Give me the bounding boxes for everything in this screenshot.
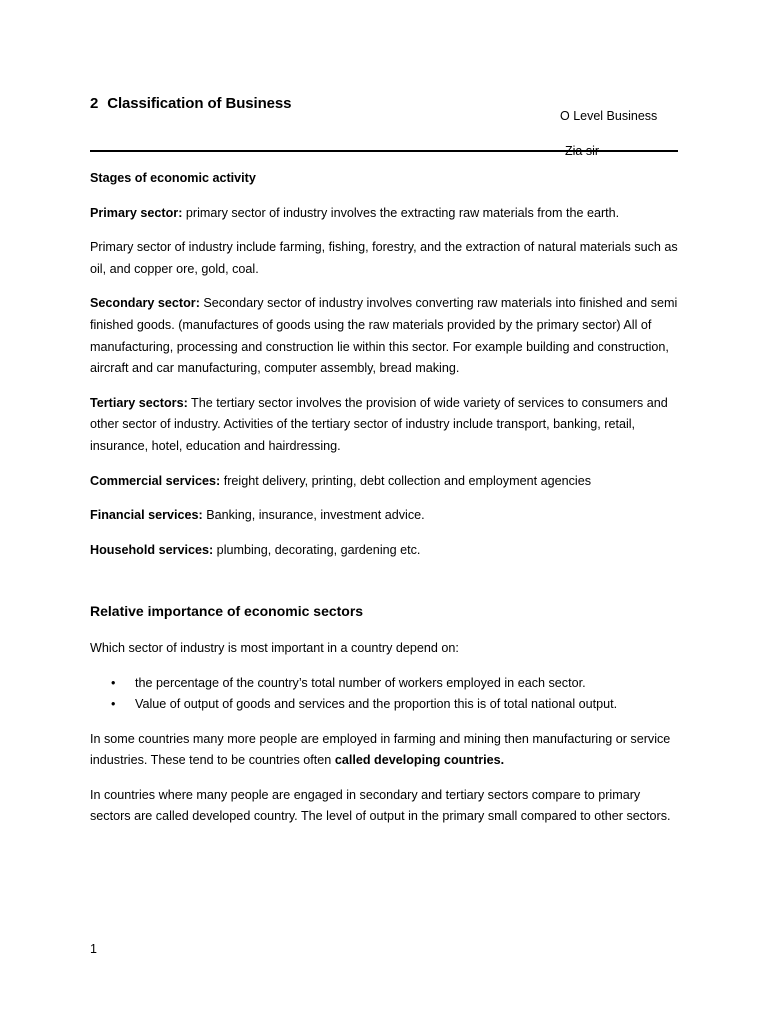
chapter-title [90,95,291,112]
commercial-services-text: freight delivery, printing, debt collection and employment agencies [220,473,592,488]
household-services-label: Household services: [90,542,214,557]
developing-countries-text: In some countries many more people are employed in farming and mining then manufacturing or service industries. These tend to be countries often [90,731,671,768]
list-item-text: the percentage of the country’s total number of workers employed in each sector. [135,675,586,690]
household-services-paragraph [90,540,682,562]
commercial-services-label: Commercial services: [90,473,221,488]
financial-services-label: Financial services: [90,508,203,523]
list-item [111,673,682,695]
developing-countries-paragraph [90,729,682,772]
importance-list [90,673,682,716]
primary-sector-text: primary sector of industry involves the extracting raw materials from the earth. [182,205,620,220]
bullet-icon: • [111,697,116,712]
course-name: O Level Business [560,109,658,123]
list-item-text: Value of output of goods and services and the proportion this is of total national output. [135,697,618,712]
primary-sector-paragraph [90,203,682,225]
document-body [90,168,682,841]
tertiary-sector-paragraph [90,393,682,458]
author-name: Zia sir [565,144,600,158]
household-services-text: plumbing, decorating, gardening etc. [213,542,421,557]
section-heading-importance: Relative importance of economic sectors [90,603,364,620]
header-meta [560,99,657,169]
commercial-services-paragraph [90,471,682,493]
chapter-title-text: Classification of Business [107,95,292,112]
importance-intro: Which sector of industry is most important in a country depend on: [90,640,459,655]
section-heading-stages: Stages of economic activity [90,171,256,185]
developed-countries-paragraph: In countries where many people are engaged in secondary and tertiary sectors compare to primary sectors are called developed country. The level of output in the primary small compared to other sectors. [90,787,671,824]
primary-examples-paragraph: Primary sector of industry include farming, fishing, forestry, and the extraction of natural materials such as oil, and copper ore, gold, coal. [90,240,678,276]
list-item [111,694,682,716]
secondary-sector-text: Secondary sector of industry involves converting raw materials into finished and semi finished goods. (manufactures of goods using the raw materials provided by the primary sector) All of manufacturing, processing and construction lie within this sector. For example building and construction, aircraft and car manufacturing, computer assembly, bread making. [90,296,678,376]
section-spacer [90,574,682,601]
primary-sector-label: Primary sector: [90,205,183,220]
header-divider [90,150,678,152]
tertiary-sector-text: The tertiary sector involves the provision of wide variety of services to consumers and other sector of industry. Activities of the tertiary sector of industry include transport, banking, retail, insurance, hotel, education and hairdressing. [90,395,668,453]
financial-services-paragraph [90,505,682,527]
developing-countries-bold: called developing countries. [334,753,505,768]
secondary-sector-paragraph [90,293,682,379]
tertiary-sector-label: Tertiary sectors: [90,395,188,410]
bullet-icon: • [111,675,116,690]
financial-services-text: Banking, insurance, investment advice. [202,508,425,523]
page-number: 1 [90,942,97,956]
chapter-number: 2 [90,95,99,112]
secondary-sector-label: Secondary sector: [90,296,200,311]
